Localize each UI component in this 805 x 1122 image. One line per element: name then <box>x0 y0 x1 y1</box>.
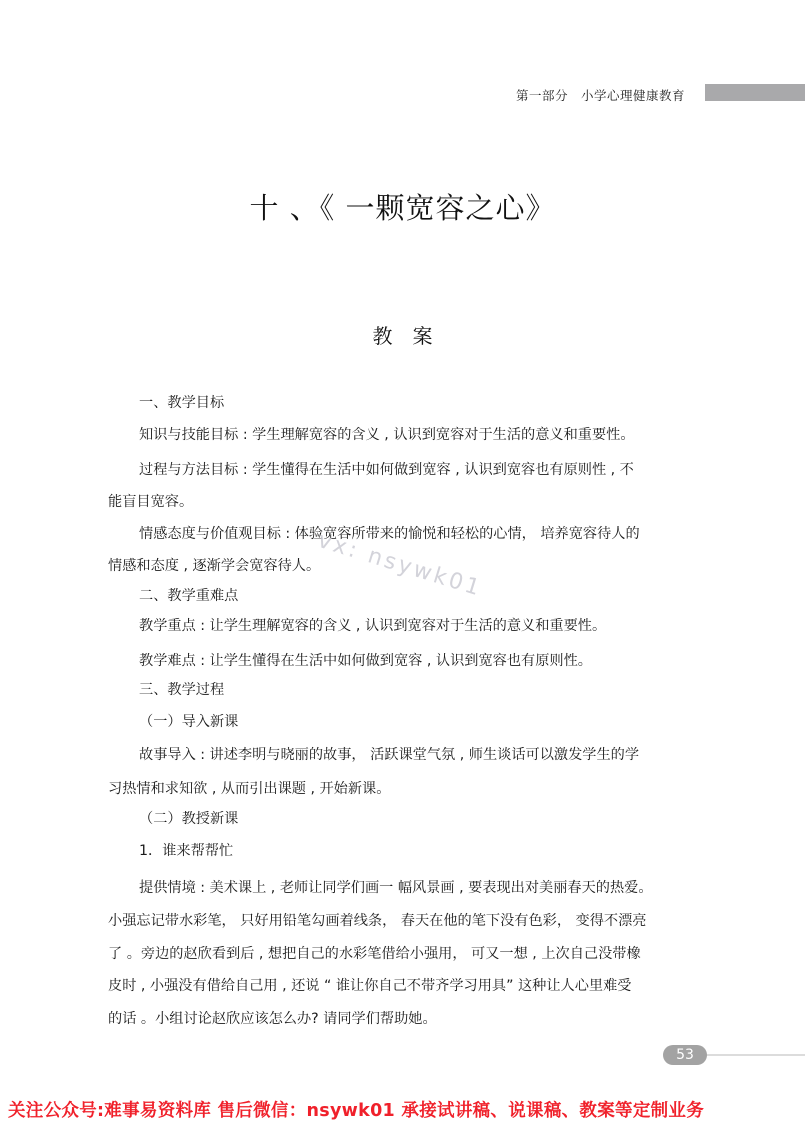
paragraph-line: 二、教学重难点 <box>139 588 239 604</box>
paragraph-line: 情感和态度 , 逐渐学会宽容待人。 <box>108 558 321 574</box>
paragraph-line: 小强忘记带水彩笔， 只好用铅笔勾画着线条， 春天在他的笔下没有色彩， 变得不漂亮 <box>108 913 647 929</box>
header-decor-bar <box>705 84 805 101</box>
chapter-title: 十 、《 一颗宽容之心》 <box>249 191 556 225</box>
paragraph-line: （二）教授新课 <box>139 811 239 827</box>
page-number: 53 <box>663 1045 707 1065</box>
paragraph-line: 1．谁来帮帮忙 <box>139 843 234 859</box>
paragraph-line: 的话 。小组讨论赵欣应该怎么办? 请同学们帮助她。 <box>108 1011 437 1027</box>
paragraph-line: 习热情和求知欲 , 从而引出课题 , 开始新课。 <box>108 781 391 797</box>
footer-promo-text: 关注公众号:难事易资料库 售后微信：nsywk01 承接试讲稿、说课稿、教案等定制业务 <box>8 1101 705 1121</box>
paragraph-line: 了 。旁边的赵欣看到后 , 想把自己的水彩笔借给小强用， 可又一想 , 上次自己没带橡 <box>108 946 641 962</box>
paragraph-line: 三、教学过程 <box>139 682 225 698</box>
section-subtitle: 教案 <box>372 324 453 348</box>
paragraph-line: 教学重点 : 让学生理解宽容的含义 , 认识到宽容对于生活的意义和重要性。 <box>139 618 607 634</box>
paragraph-line: 皮时 , 小强没有借给自己用 , 还说 “ 谁让你自己不带齐学习用具” 这种让人心里难受 <box>108 978 632 994</box>
paragraph-line: 过程与方法目标 : 学生懂得在生活中如何做到宽容 , 认识到宽容也有原则性 , 不 <box>139 462 634 478</box>
paragraph-line: （一）导入新课 <box>139 714 239 730</box>
paragraph-line: 提供情境 : 美术课上 , 老师让同学们画一 幅风景画 , 要表现出对美丽春天的热爱。 <box>139 880 653 896</box>
page-number-rule <box>706 1054 805 1056</box>
paragraph-line: 教学难点 : 让学生懂得在生活中如何做到宽容 , 认识到宽容也有原则性。 <box>139 653 592 669</box>
paragraph-line: 故事导入 : 讲述李明与晓丽的故事， 活跃课堂气氛 , 师生谈话可以激发学生的学 <box>139 747 640 763</box>
header-section-title: 第一部分 小学心理健康教育 <box>516 88 686 103</box>
paragraph-line: 一、教学目标 <box>139 395 225 411</box>
paragraph-line: 情感态度与价值观目标 : 体验宽容所带来的愉悦和轻松的心情， 培养宽容待人的 <box>139 526 640 542</box>
paragraph-line: 知识与技能目标 : 学生理解宽容的含义 , 认识到宽容对于生活的意义和重要性。 <box>139 427 635 443</box>
watermark: vx: nsywk01 <box>314 528 486 602</box>
paragraph-line: 能盲目宽容。 <box>108 494 194 510</box>
